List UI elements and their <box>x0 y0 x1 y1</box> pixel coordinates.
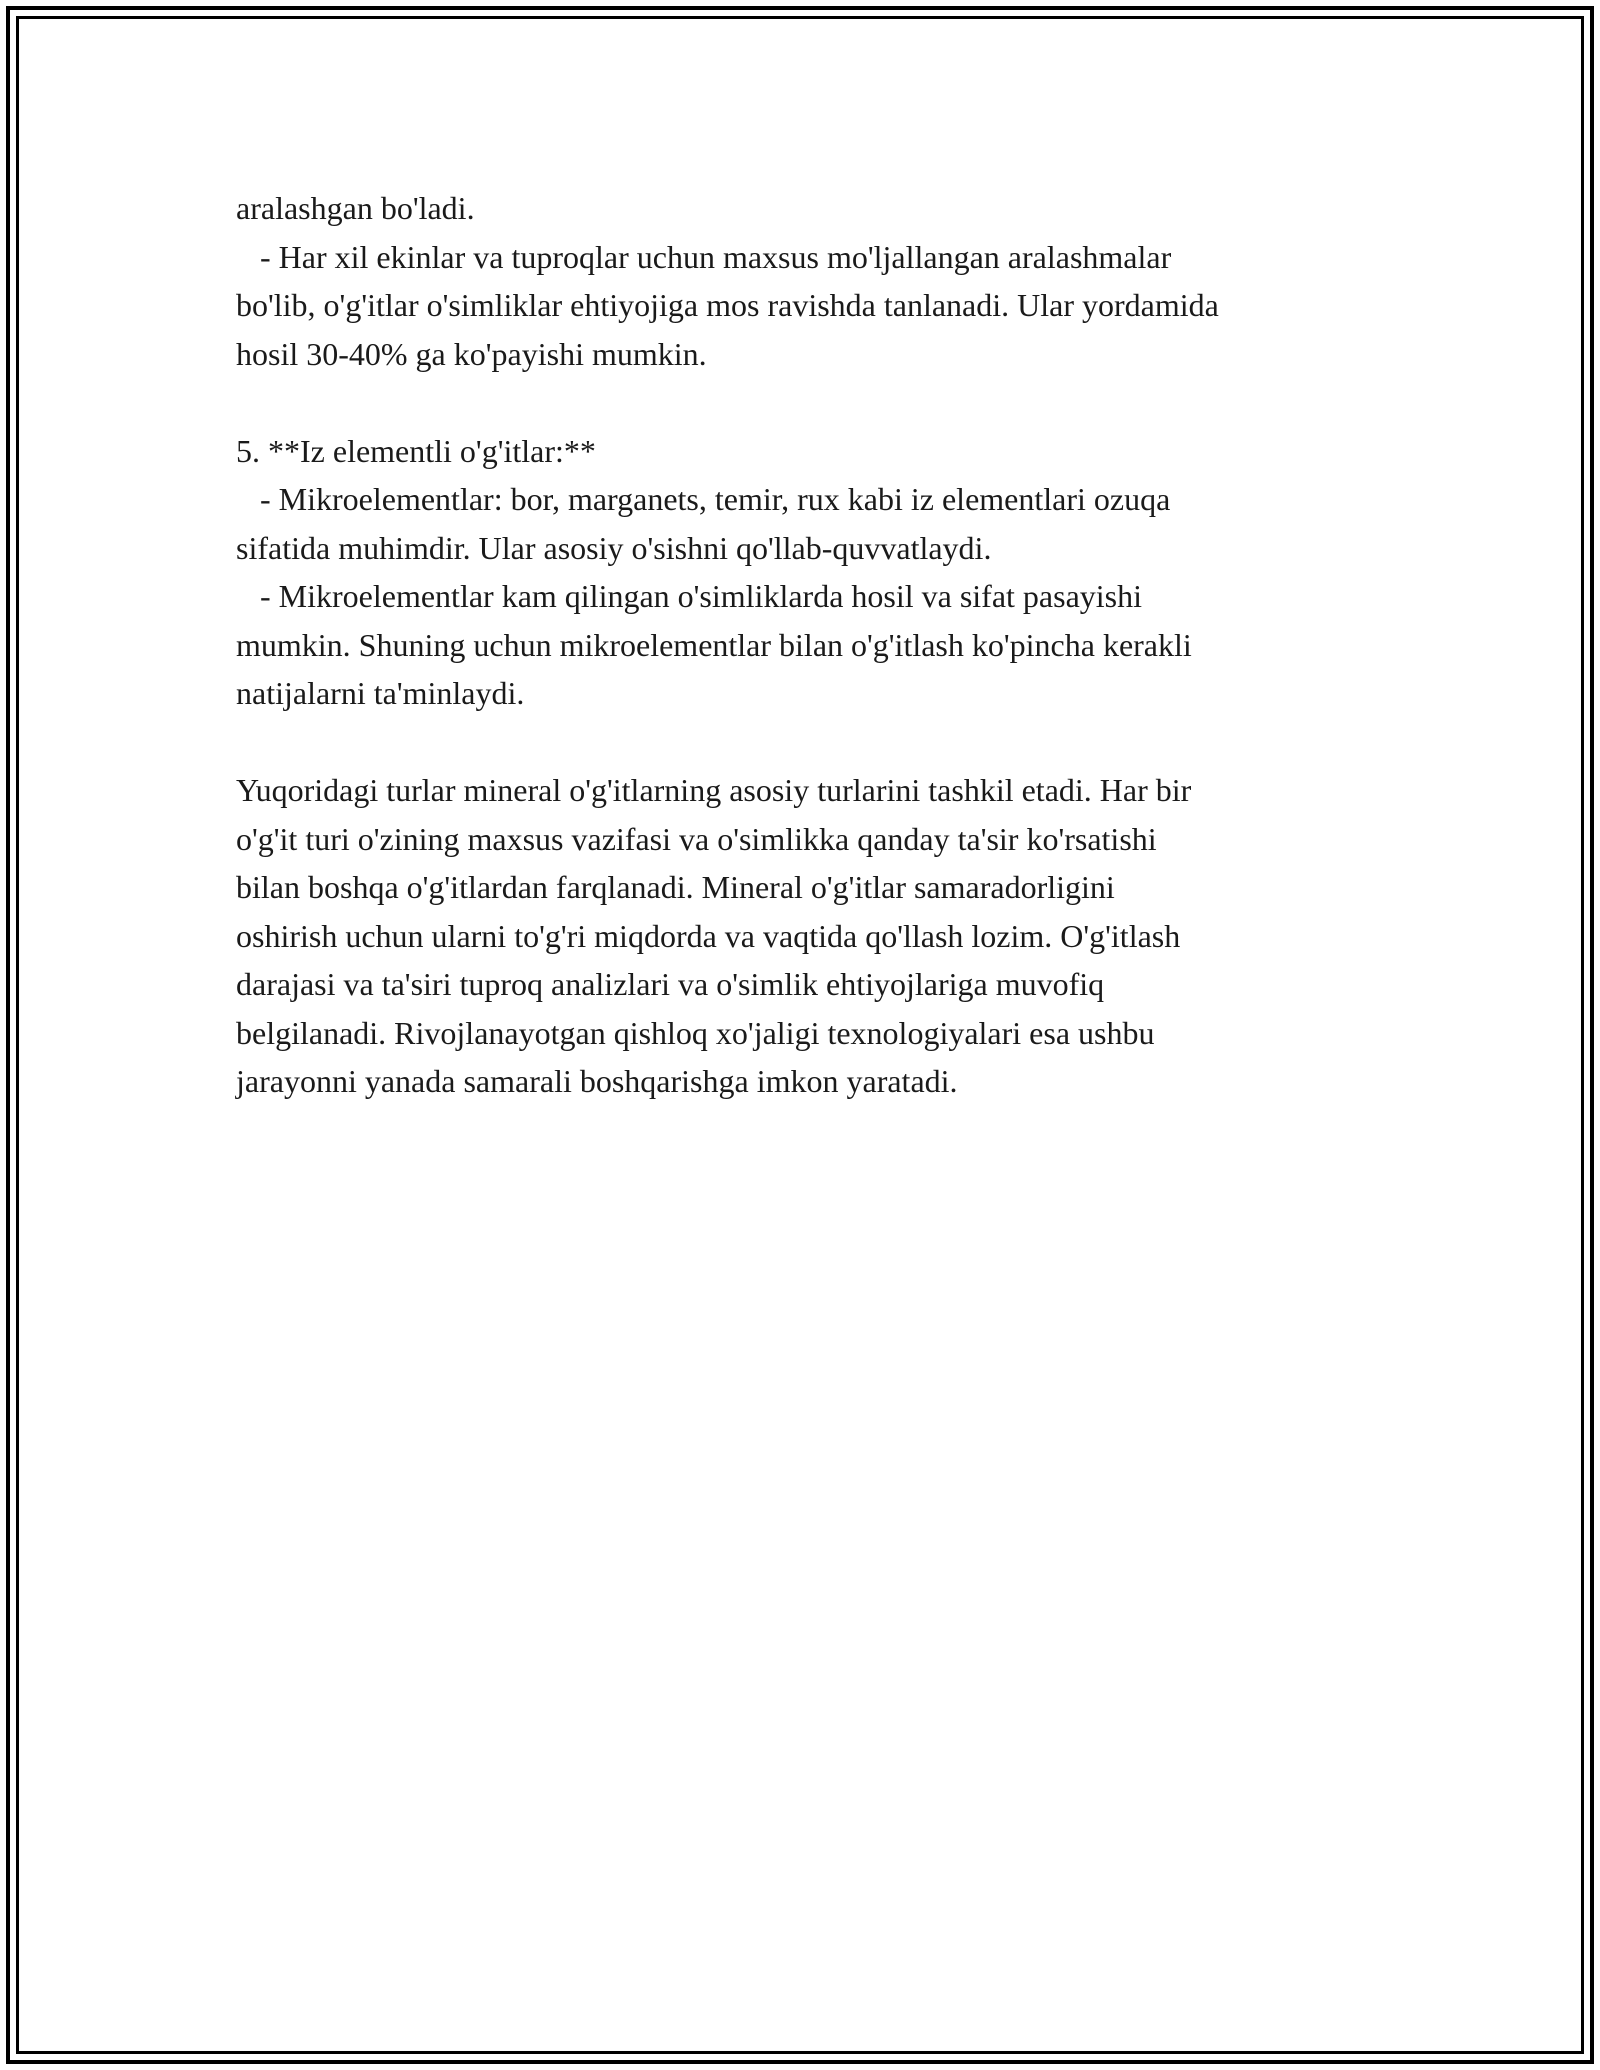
text-line: Yuqoridagi turlar mineral o'g'itlarning asosiy turlarini tashkil etadi. Har bir <box>236 772 1192 808</box>
text-line: natijalarni ta'minlaydi. <box>236 675 525 711</box>
text-line: o'g'it turi o'zining maxsus vazifasi va o'simlikka qanday ta'sir ko'rsatishi <box>236 820 1157 857</box>
text-line: darajasi va ta'siri tuproq analizlari va o'simlik ehtiyojlariga muvofiq <box>236 966 1105 1002</box>
text-line: hosil 30-40% ga ko'payishi mumkin. <box>236 335 707 372</box>
text-line: - Mikroelementlar kam qilingan o'simliklarda hosil va sifat pasayishi <box>236 578 1143 614</box>
text-line: bilan boshqa o'g'itlardan farqlanadi. Mineral o'g'itlar samaradorligini <box>236 869 1115 905</box>
text-line: - Mikroelementlar: bor, marganets, temir, rux kabi iz elementlari ozuqa <box>236 481 1171 517</box>
paragraph-spacer <box>236 378 1396 427</box>
paragraph-continuation <box>236 184 1396 378</box>
paragraph-conclusion <box>236 766 1396 1106</box>
text-line: - Har xil ekinlar va tuproqlar uchun maxsus mo'ljallangan aralashmalar <box>236 238 1172 275</box>
text-line: bo'lib, o'g'itlar o'simliklar ehtiyojiga mos ravishda tanlanadi. Ular yordamida <box>236 287 1219 323</box>
text-line: jarayonni yanada samarali boshqarishga imkon yaratadi. <box>236 1063 958 1099</box>
text-line: aralashgan bo'ladi. <box>236 190 475 226</box>
text-line: mumkin. Shuning uchun mikroelementlar bilan o'g'itlash ko'pincha kerakli <box>236 626 1192 663</box>
document-body <box>236 184 1396 1106</box>
text-line: sifatida muhimdir. Ular asosiy o'sishni qo'llab-quvvatlaydi. <box>236 529 992 566</box>
section-micro-fertilizers <box>236 427 1396 718</box>
paragraph-spacer <box>236 718 1396 767</box>
text-line: belgilanadi. Rivojlanayotgan qishloq xo'jaligi texnologiyalari esa ushbu <box>236 1014 1155 1051</box>
text-line: oshirish uchun ularni to'g'ri miqdorda va vaqtida qo'llash lozim. O'g'itlash <box>236 917 1181 954</box>
section-heading: 5. **Iz elementli o'g'itlar:** <box>236 432 596 469</box>
